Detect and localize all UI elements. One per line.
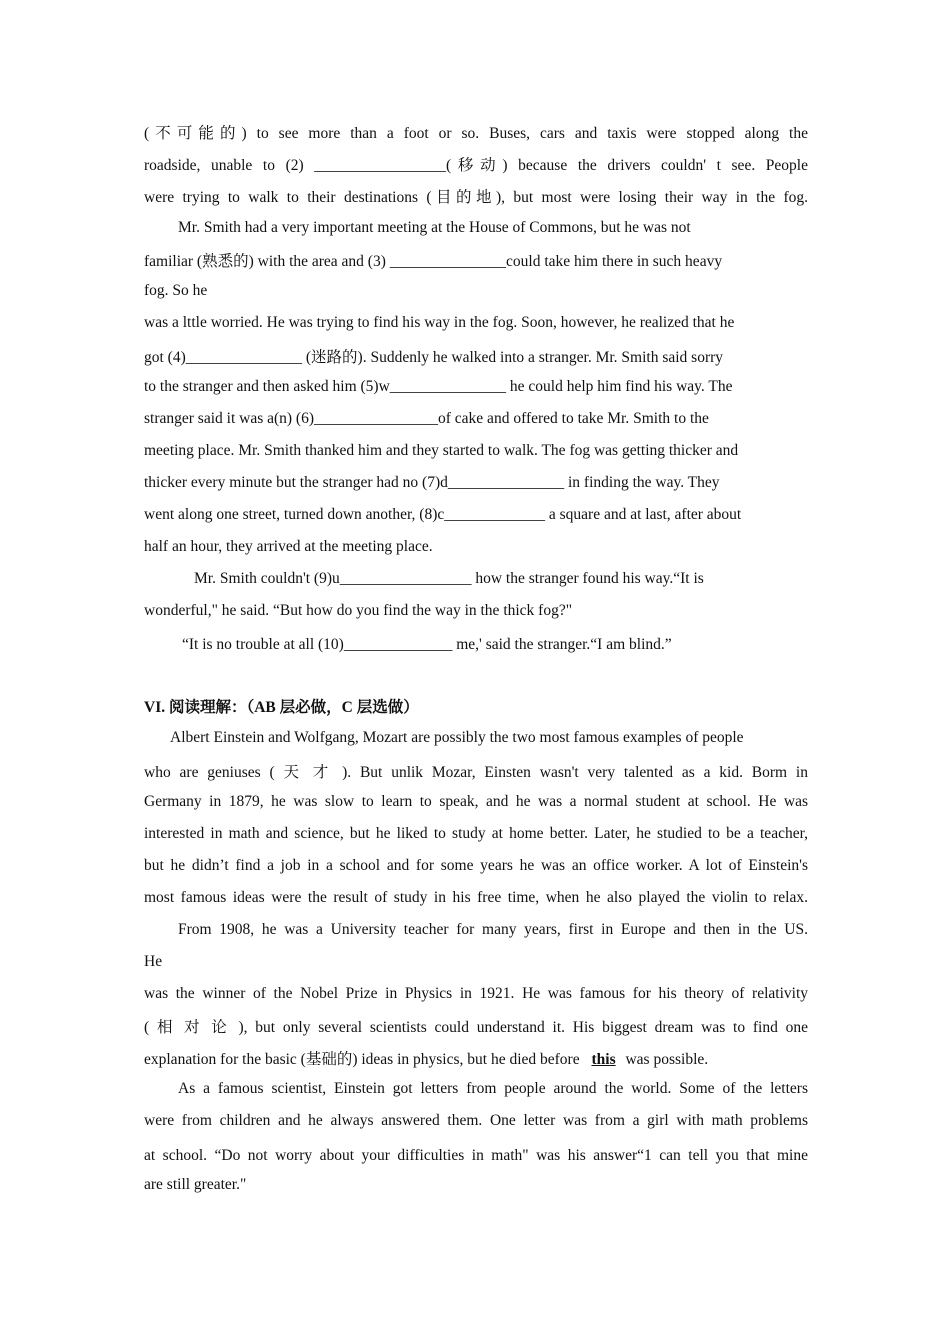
cloze-line-5: familiar (熟悉的) with the area and (3) _______________could take him there in such heavy [144, 253, 723, 270]
cloze-line-12: thicker every minute but the stranger had no (7)d_______________ in finding the way. They [144, 474, 720, 491]
reading-line-5: but he didn’t find a job in a school and for some years he was an office worker. A lot of Einstein's [144, 857, 808, 874]
section-heading: VI. 阅读理解：（AB 层必做，C 层选做） [144, 699, 419, 716]
reading-line-2: who are geniuses ( 天 才 ). But unlik Mozar, Einsten wasn't very talented as a kid. Borm in [144, 764, 808, 781]
reading-line-1: Albert Einstein and Wolfgang, Mozart are possibly the two most famous examples of people [170, 729, 744, 746]
reading-line-6: most famous ideas were the result of study in his free time, when he also played the violin to relax. [144, 889, 808, 906]
reading-line-3: Germany in 1879, he was slow to learn to speak, and he was a normal student at school. He was [144, 793, 808, 810]
cloze-line-2: roadside, unable to (2) _________________(移动) because the drivers couldn' t see. People [144, 157, 808, 174]
reading-line-4: interested in math and science, but he liked to study at home better. Later, he studied to be a teacher, [144, 825, 808, 842]
reading-line-12: As a famous scientist, Einstein got letters from people around the world. Some of the letters [178, 1080, 808, 1097]
cloze-line-11: meeting place. Mr. Smith thanked him and they started to walk. The fog was getting thicker and [144, 442, 739, 459]
reading-line-9: was the winner of the Nobel Prize in Physics in 1921. He was famous for his theory of relativity [144, 985, 808, 1002]
cloze-line-9: to the stranger and then asked him (5)w_______________ he could help him find his way. The [144, 378, 733, 395]
reading-line-11 [144, 1050, 808, 1070]
reading-line-15: are still greater." [144, 1176, 247, 1193]
cloze-line-6: fog. So he [144, 282, 208, 299]
cloze-line-16: wonderful," he said. “But how do you find the way in the thick fog?" [144, 602, 573, 619]
cloze-line-10: stranger said it was a(n) (6)________________of cake and offered to take Mr. Smith to the [144, 410, 709, 427]
reading-line-11-tail: was possible. [625, 1051, 709, 1068]
cloze-line-17: “It is no trouble at all (10)______________ me,' said the stranger.“I am blind.” [182, 636, 672, 653]
cloze-line-4: Mr. Smith had a very important meeting at the House of Commons, but he was not [178, 219, 691, 236]
underlined-word-this: this [591, 1051, 616, 1068]
reading-line-8: He [144, 953, 163, 970]
reading-line-11-text: explanation for the basic (基础的) ideas in physics, but he died before [144, 1051, 580, 1068]
cloze-line-1: (不可能的) to see more than a foot or so. Buses, cars and taxis were stopped along the [144, 125, 808, 142]
reading-line-14: at school. “Do not worry about your difficulties in math" was his answer“1 can tell you that mine [144, 1147, 808, 1164]
reading-line-13: were from children and he always answered them. One letter was from a girl with math problems [144, 1112, 808, 1129]
cloze-line-3: were trying to walk to their destinations (目的地), but most were losing their way in the fog. [144, 189, 808, 206]
reading-line-7: From 1908, he was a University teacher for many years, first in Europe and then in the US. [178, 921, 808, 938]
cloze-line-8: got (4)_______________ (迷路的). Suddenly he walked into a stranger. Mr. Smith said sorry [144, 349, 724, 366]
cloze-line-15: Mr. Smith couldn't (9)u_________________ how the stranger found his way.“It is [194, 570, 704, 587]
cloze-line-7: was a lttle worried. He was trying to find his way in the fog. Soon, however, he realized that he [144, 314, 735, 331]
cloze-line-13: went along one street, turned down another, (8)c_____________ a square and at last, after about [144, 506, 742, 523]
cloze-line-14: half an hour, they arrived at the meeting place. [144, 538, 433, 555]
reading-line-10: ( 相 对 论 ), but only several scientists could understand it. His biggest dream was to find one [144, 1019, 808, 1036]
